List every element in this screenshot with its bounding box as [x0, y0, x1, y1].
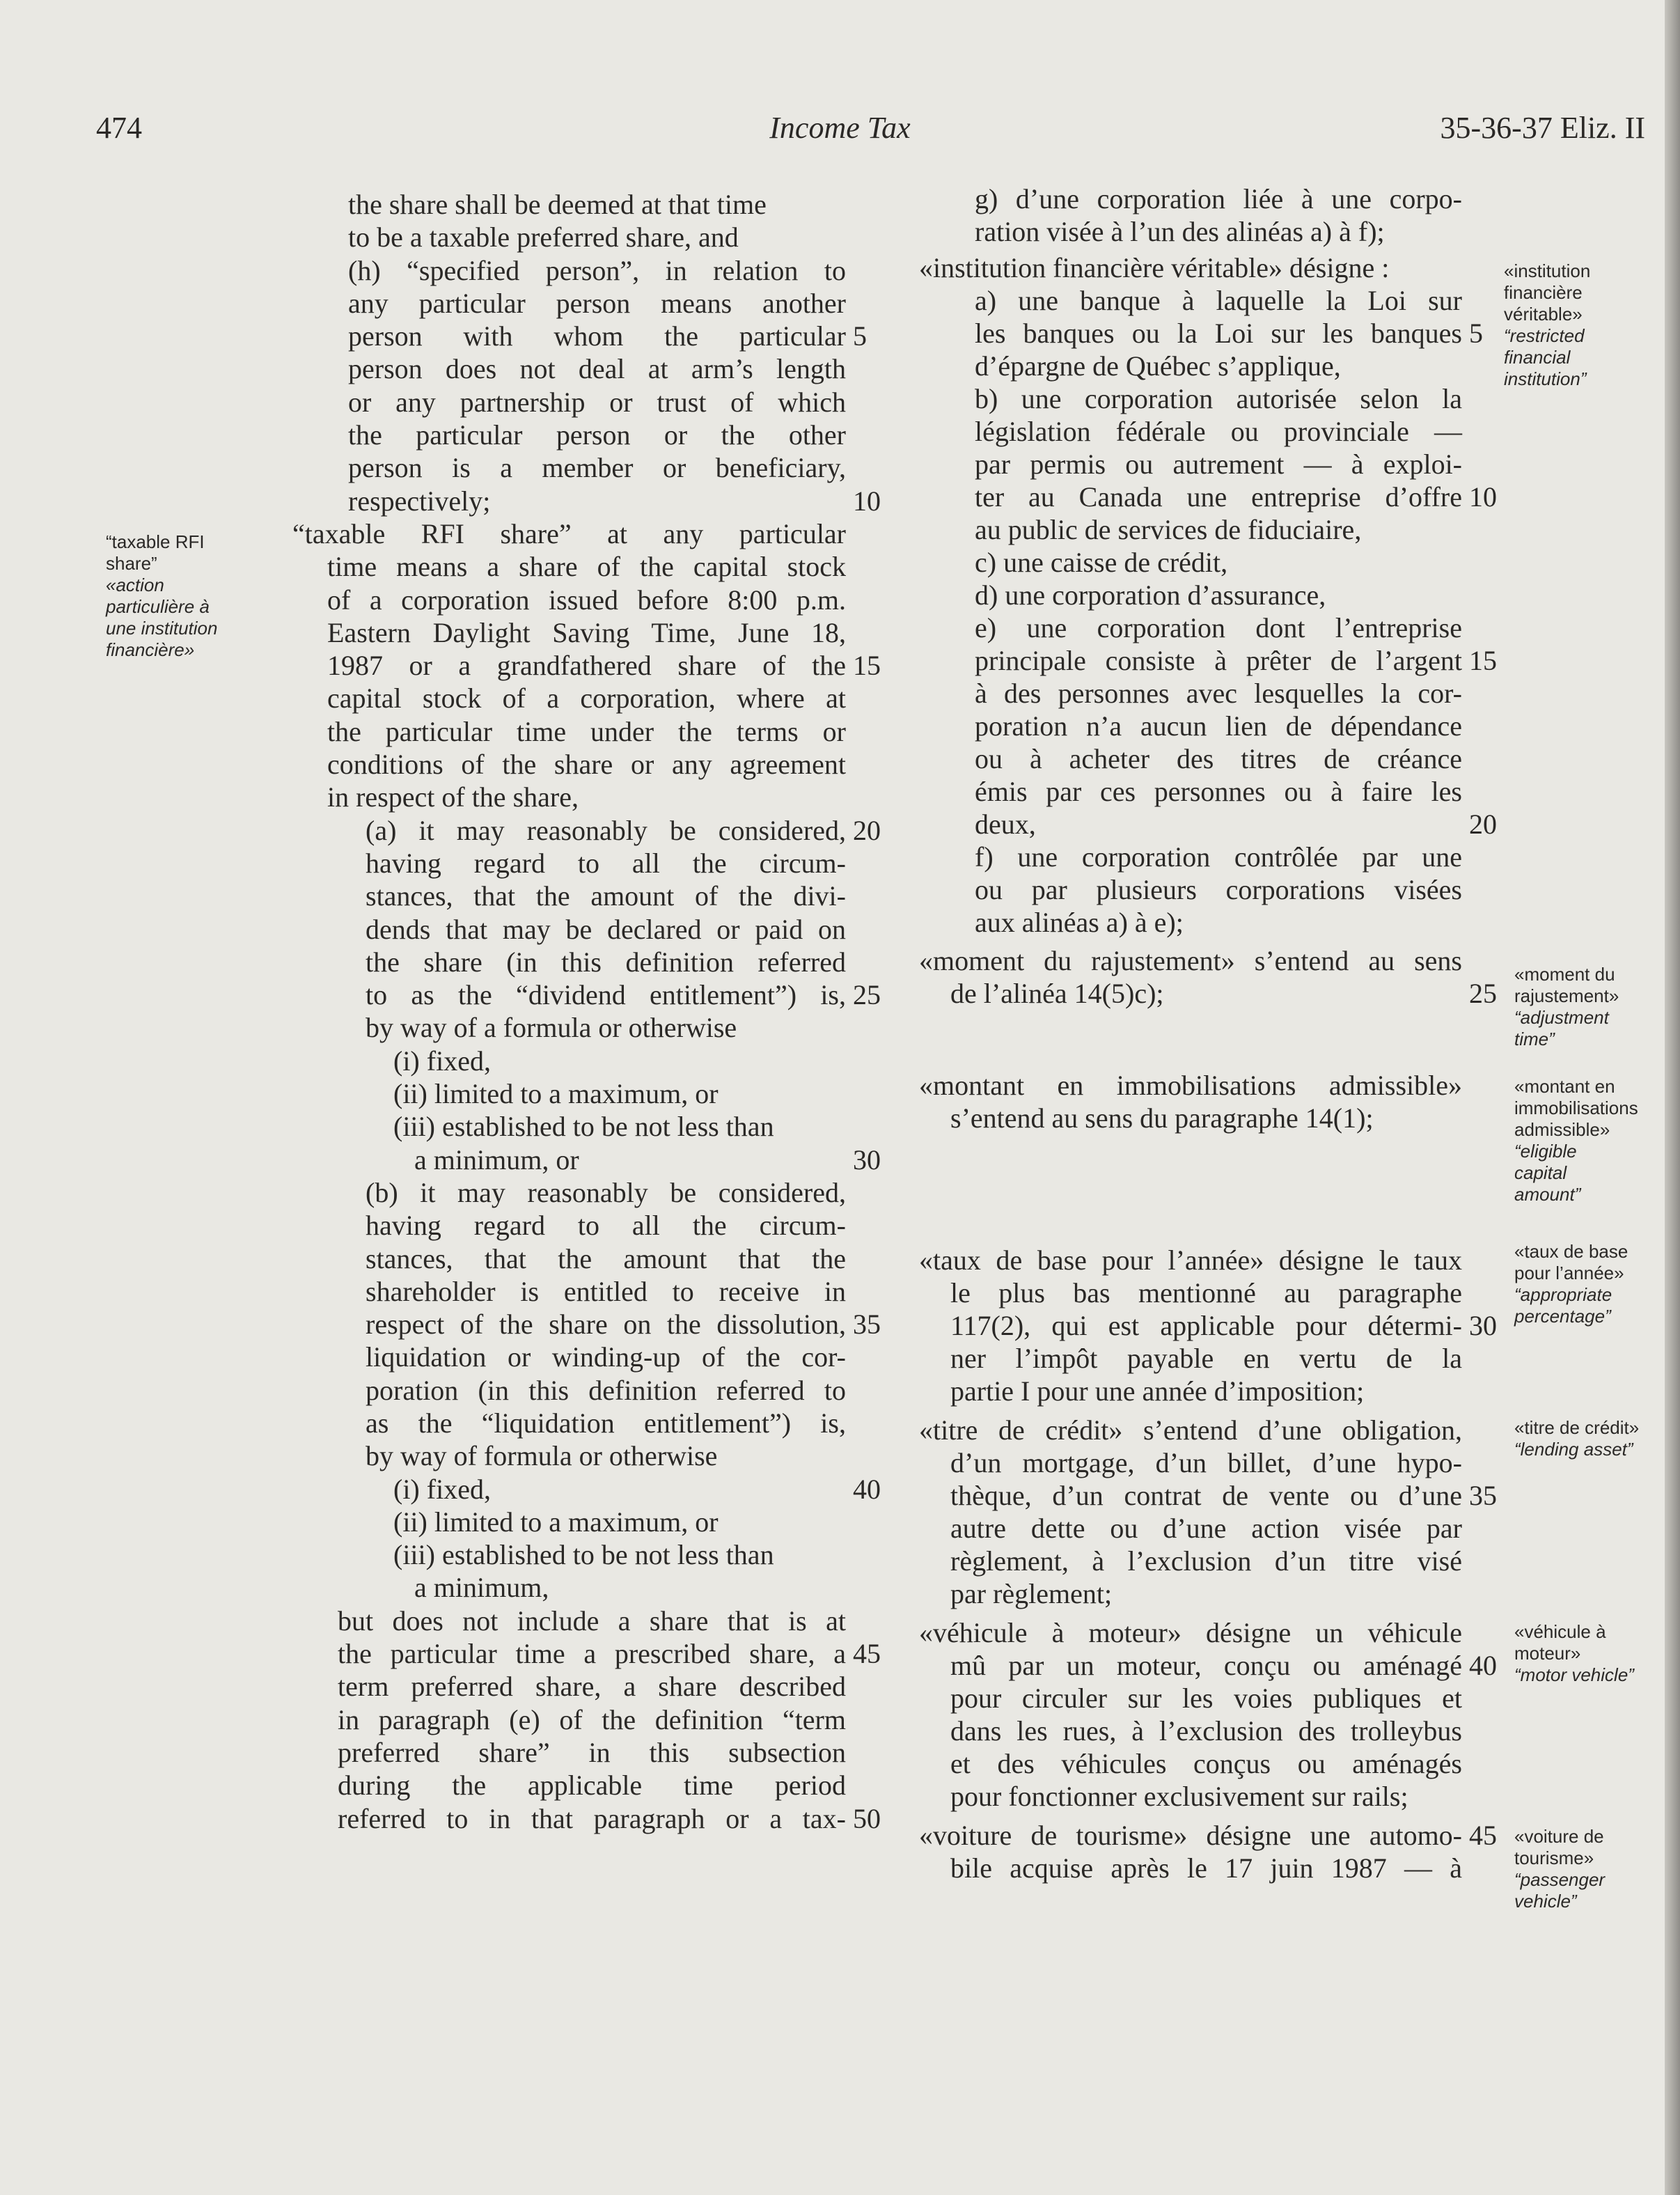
line-text: but does not include a share that is at [338, 1604, 846, 1637]
line-text: ou par plusieurs corporations visées [975, 874, 1462, 905]
margin-note [1504, 260, 1590, 390]
line-text: shareholder is entitled to receive in [366, 1275, 846, 1307]
text-line [327, 1176, 1030, 1209]
text-line [919, 1102, 1462, 1134]
line-text: time means a share of the capital stock [327, 551, 846, 583]
line-text: autre dette ou d’une action visée par [950, 1513, 1462, 1544]
line-text: stances, that the amount of the divi- [366, 880, 846, 912]
line-text: bile acquise après le 17 juin 1987 — à [950, 1852, 1462, 1884]
line-text: a) une banque à laquelle la Loi sur [975, 285, 1462, 316]
line-text: ration visée à l’un des alinéas a) à f); [975, 216, 1385, 247]
line-text: in respect of the share, [327, 781, 579, 813]
margin-note-line: percentage” [1514, 1306, 1611, 1327]
line-number: 10 [1469, 481, 1497, 513]
text-line [919, 1616, 1462, 1649]
text-line [919, 415, 1462, 448]
text-line [919, 382, 1462, 415]
text-line [919, 841, 1462, 873]
line-text: a minimum, [414, 1572, 549, 1604]
text-line [919, 944, 1462, 977]
text-line [919, 710, 1462, 742]
margin-note-line: «montant en [1514, 1076, 1615, 1097]
margin-note-line: «action [106, 575, 164, 595]
text-line [919, 1342, 1462, 1375]
line-text: «institution financière véritable» désigne : [919, 252, 1390, 283]
margin-note [106, 531, 217, 661]
margin-note [1514, 1241, 1628, 1327]
margin-note-line: immobilisations [1514, 1098, 1638, 1118]
margin-note-line: «titre de crédit» [1514, 1417, 1640, 1438]
line-text: le plus bas mentionné au paragraphe [950, 1277, 1462, 1309]
line-text: s’entend au sens du paragraphe 14(1); [950, 1102, 1374, 1134]
margin-note-line: “appropriate [1514, 1284, 1612, 1305]
line-text: thèque, d’un contrat de vente ou d’une [950, 1480, 1462, 1511]
line-number: 45 [853, 1638, 881, 1670]
margin-note-line: admissible» [1514, 1119, 1610, 1140]
text-line [919, 1545, 1462, 1577]
line-text: to as the “dividend entitlement”) is, [366, 979, 846, 1011]
text-line [919, 1747, 1462, 1780]
text-line [919, 1479, 1497, 1512]
line-text: person with whom the particular [348, 320, 846, 352]
line-text: d’épargne de Québec s’applique, [975, 350, 1341, 382]
text-line [919, 1682, 1462, 1714]
line-text: (ii) limited to a maximum, or [393, 1506, 719, 1538]
line-text: during the applicable time period [338, 1770, 846, 1802]
margin-note-line: «véhicule à [1514, 1621, 1606, 1642]
line-text: ou à acheter des titres de créance [975, 743, 1462, 774]
line-text: «véhicule à moteur» désigne un véhicule [919, 1617, 1462, 1648]
text-line [919, 906, 1462, 939]
margin-note-line: capital [1514, 1162, 1567, 1183]
text-line [919, 317, 1483, 350]
line-text: to be a taxable preferred share, and [348, 221, 739, 253]
margin-note-line: pour l’année» [1514, 1263, 1624, 1283]
line-text: poration n’a aucun lien de dépendance [975, 710, 1462, 742]
text-line [919, 1577, 1462, 1610]
line-number: 5 [1469, 318, 1483, 349]
text-line [919, 644, 1497, 677]
margin-note-line: financière [1504, 282, 1583, 303]
line-text: g) d’une corporation liée à une corpo- [975, 183, 1462, 214]
line-number: 50 [853, 1802, 881, 1834]
line-text: d’un mortgage, d’un billet, d’une hypo- [950, 1447, 1462, 1478]
margin-note-line: vehicle” [1514, 1891, 1577, 1912]
line-text: referred to in that paragraph or a tax- [338, 1802, 846, 1834]
text-line [919, 808, 1497, 841]
margin-note-line: financière» [106, 639, 195, 660]
margin-note-line: share” [106, 553, 157, 574]
line-text: ner l’impôt payable en vertu de la [950, 1343, 1462, 1374]
line-text: 1987 or a grandfathered share of the [327, 650, 846, 682]
text-line [919, 977, 1497, 1010]
text-line [919, 775, 1462, 808]
margin-note [1514, 1826, 1605, 1912]
line-text: et des véhicules conçus ou aménagés [950, 1748, 1462, 1779]
text-line [919, 1309, 1497, 1342]
margin-note-line: “adjustment [1514, 1007, 1609, 1028]
line-text: the share (in this definition referred [366, 946, 846, 978]
text-line [919, 1069, 1462, 1102]
margin-note [1514, 1621, 1634, 1686]
line-text: respectively; [348, 485, 491, 517]
line-text: par règlement; [950, 1578, 1113, 1609]
line-text: (ii) limited to a maximum, or [393, 1078, 719, 1110]
line-text: deux, [975, 809, 1036, 840]
margin-note-line: «institution [1504, 260, 1591, 281]
line-number: 40 [853, 1473, 881, 1505]
text-line [919, 677, 1462, 710]
margin-note-line: “passenger [1514, 1869, 1606, 1890]
text-line [919, 1780, 1462, 1813]
line-number: 30 [1469, 1310, 1497, 1341]
text-line [919, 742, 1462, 775]
running-title: Income Tax [769, 111, 911, 145]
line-text: or any partnership or trust of which [348, 386, 846, 418]
text-line [919, 1512, 1462, 1545]
text-line [919, 251, 1462, 284]
line-text: (i) fixed, [393, 1045, 491, 1077]
line-text: dans les rues, à l’exclusion des trolleybus [950, 1715, 1462, 1747]
line-text: “taxable RFI share” at any particular [292, 517, 846, 549]
margin-note-line: institution” [1504, 368, 1587, 389]
text-line [919, 215, 1462, 248]
line-number: 20 [1469, 809, 1497, 840]
line-text: person does not deal at arm’s length [348, 353, 846, 385]
text-line [919, 513, 1462, 546]
line-text: mû par un moteur, conçu ou aménagé [950, 1650, 1462, 1681]
margin-note-line: “motor vehicle” [1514, 1664, 1634, 1685]
line-text: Eastern Daylight Saving Time, June 18, [327, 616, 846, 648]
line-text: having regard to all the circum- [366, 1210, 846, 1242]
text-line [919, 1852, 1462, 1884]
line-text: par permis ou autrement — à exploi- [975, 448, 1462, 480]
margin-note-line: moteur» [1514, 1643, 1581, 1664]
line-text: poration (in this definition referred to [366, 1374, 846, 1406]
line-text: les banques ou la Loi sur les banques [975, 318, 1462, 349]
line-text: partie I pour une année d’imposition; [950, 1375, 1365, 1407]
line-text: pour circuler sur les voies publiques et [950, 1682, 1462, 1714]
margin-note-line: “lending asset” [1514, 1439, 1633, 1460]
line-number: 25 [853, 979, 881, 1011]
line-text: any particular person means another [348, 287, 846, 319]
line-text: principale consiste à prêter de l’argent [975, 645, 1462, 676]
margin-note-line: particulière à [106, 596, 210, 617]
text-line [919, 448, 1462, 481]
margin-note [1514, 1076, 1638, 1205]
line-text: e) une corporation dont l’entreprise [975, 612, 1462, 643]
line-text: (iii) established to be not less than [393, 1111, 774, 1143]
line-number: 10 [853, 485, 881, 517]
line-text: in paragraph (e) of the definition “term [338, 1703, 846, 1735]
line-number: 30 [853, 1143, 881, 1175]
text-line [327, 1143, 1030, 1176]
text-line [327, 1209, 1030, 1242]
text-line [919, 182, 1462, 215]
line-text: (b) it may reasonably be considered, [366, 1176, 846, 1208]
text-line [919, 1446, 1462, 1479]
line-number: 25 [1469, 978, 1497, 1009]
line-text: législation fédérale ou provinciale — [975, 416, 1462, 447]
margin-note-line: «voiture de [1514, 1826, 1604, 1847]
line-text: de l’alinéa 14(5)c); [950, 978, 1164, 1009]
line-text: (i) fixed, [393, 1473, 491, 1505]
page-number: 474 [96, 111, 142, 145]
line-number: 35 [853, 1309, 881, 1341]
line-text: règlement, à l’exclusion d’un titre visé [950, 1545, 1462, 1577]
line-text: f) une corporation contrôlée par une [975, 841, 1462, 873]
line-number: 5 [853, 320, 867, 352]
line-text: à des personnes avec lesquelles la cor- [975, 678, 1462, 709]
line-text: 117(2), qui est applicable pour détermi- [950, 1310, 1462, 1341]
text-line [327, 1011, 1030, 1044]
text-line [919, 611, 1462, 644]
margin-note-line: véritable» [1504, 304, 1583, 325]
text-line [919, 1375, 1462, 1407]
line-text: the share shall be deemed at that time [348, 189, 767, 220]
text-line [919, 1819, 1497, 1852]
line-text: stances, that the amount that the [366, 1242, 846, 1274]
line-number: 45 [1469, 1820, 1497, 1851]
line-text: as the “liquidation entitlement”) is, [366, 1407, 846, 1439]
margin-note-line: “restricted [1504, 325, 1585, 346]
line-text: (iii) established to be not less than [393, 1539, 774, 1571]
line-number: 40 [1469, 1650, 1497, 1681]
line-text: liquidation or winding-up of the cor- [366, 1341, 846, 1373]
margin-note-line: rajustement» [1514, 985, 1619, 1006]
page-edge-shadow [1665, 0, 1680, 2195]
margin-note-line: «taux de base [1514, 1241, 1628, 1262]
line-number: 35 [1469, 1480, 1497, 1511]
line-text: the particular person or the other [348, 419, 846, 451]
line-text: d) une corporation d’assurance, [975, 579, 1326, 611]
text-line [919, 350, 1462, 382]
text-line [919, 284, 1462, 317]
line-text: having regard to all the circum- [366, 847, 846, 879]
line-text: conditions of the share or any agreement [327, 749, 846, 781]
text-line [919, 1276, 1462, 1309]
line-text: «titre de crédit» s’entend d’une obligation, [919, 1414, 1462, 1446]
margin-note [1514, 1417, 1639, 1460]
text-line [919, 1414, 1462, 1446]
line-text: respect of the share on the dissolution, [366, 1309, 846, 1341]
line-text: «voiture de tourisme» désigne une automo- [919, 1820, 1462, 1851]
line-number: 15 [1469, 645, 1497, 676]
line-text: person is a member or beneficiary, [348, 452, 846, 484]
line-text: a minimum, or [414, 1143, 579, 1175]
line-number: 20 [853, 814, 881, 846]
text-line [919, 481, 1497, 513]
line-text: pour fonctionner exclusivement sur rails; [950, 1781, 1408, 1812]
text-line [919, 1714, 1462, 1747]
margin-note-line: tourisme» [1514, 1848, 1594, 1868]
line-text: capital stock of a corporation, where at [327, 682, 846, 714]
line-text: émis par ces personnes ou à faire les [975, 776, 1462, 807]
line-text: by way of a formula or otherwise [366, 1012, 737, 1044]
line-text: «montant en immobilisations admissible» [919, 1070, 1462, 1101]
line-text: dends that may be declared or paid on [366, 913, 846, 945]
line-text: (a) it may reasonably be considered, [366, 814, 846, 846]
line-text: c) une caisse de crédit, [975, 547, 1228, 578]
line-text: of a corporation issued before 8:00 p.m. [327, 584, 846, 616]
line-text: ter au Canada une entreprise d’offre [975, 481, 1462, 513]
line-number: 15 [853, 650, 881, 682]
line-text: aux alinéas a) à e); [975, 907, 1184, 938]
line-text: preferred share” in this subsection [338, 1736, 846, 1768]
margin-note-line: “eligible [1514, 1141, 1577, 1162]
line-text: (h) “specified person”, in relation to [348, 254, 846, 286]
text-line [919, 579, 1462, 611]
line-text: au public de services de fiduciaire, [975, 514, 1362, 545]
margin-note-line: amount” [1514, 1184, 1581, 1205]
text-line [919, 873, 1462, 906]
margin-note-line: «moment du [1514, 964, 1615, 985]
margin-note-line: “taxable RFI [106, 531, 205, 552]
line-text: the particular time a prescribed share, a [338, 1638, 846, 1670]
line-text: «moment du rajustement» s’entend au sens [919, 945, 1462, 976]
margin-note-line: time” [1514, 1029, 1555, 1049]
text-line [919, 1244, 1462, 1276]
line-text: by way of formula or otherwise [366, 1440, 718, 1472]
margin-note-line: une institution [106, 618, 218, 639]
regnal-year: 35-36-37 Eliz. II [1440, 111, 1645, 145]
margin-note-line: financial [1504, 347, 1571, 368]
text-line [919, 1649, 1497, 1682]
text-line [919, 546, 1462, 579]
line-text: term preferred share, a share described [338, 1671, 846, 1703]
line-text: «taux de base pour l’année» désigne le taux [919, 1244, 1462, 1276]
line-text: the particular time under the terms or [327, 715, 846, 747]
line-text: b) une corporation autorisée selon la [975, 383, 1462, 414]
margin-note [1514, 964, 1619, 1050]
